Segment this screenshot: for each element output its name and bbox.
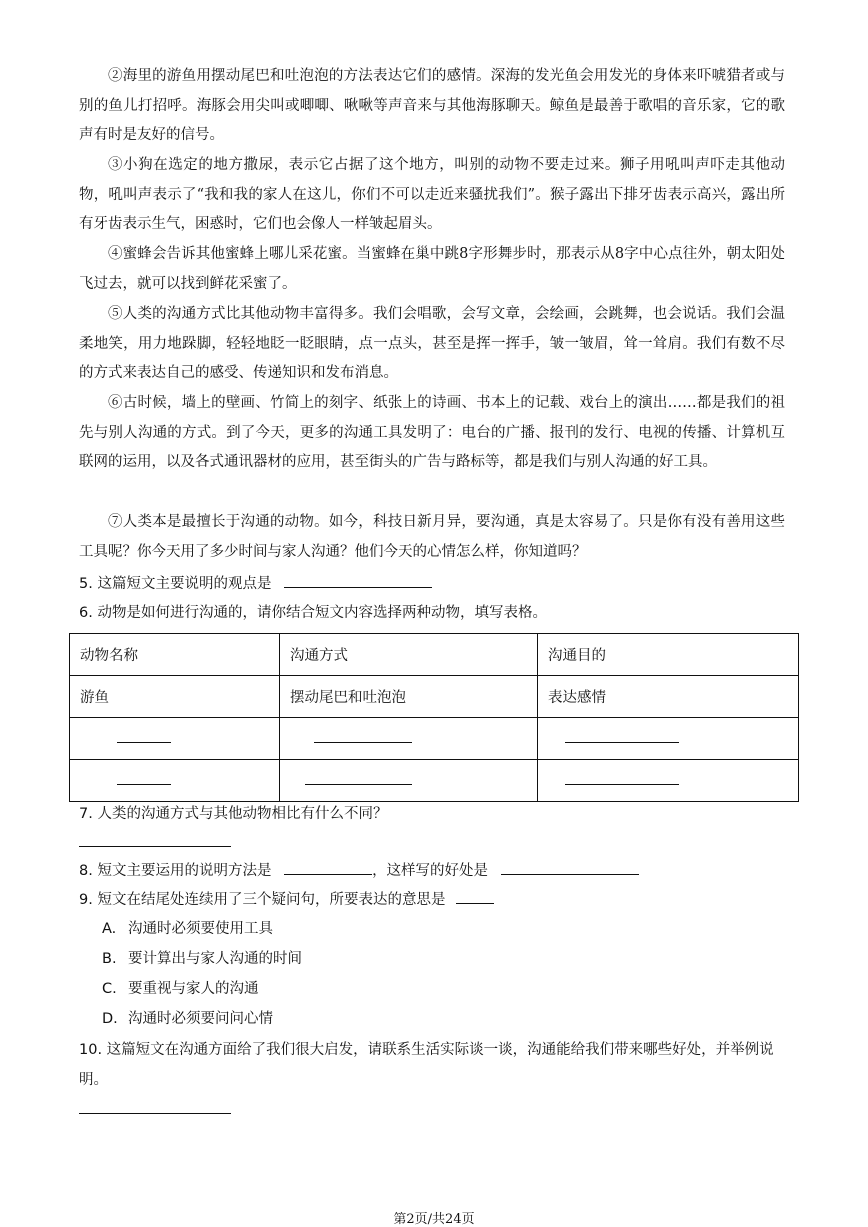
table-row: [70, 760, 799, 802]
question-6: 6. 动物是如何进行沟通的，请你结合短文内容选择两种动物，填写表格。: [79, 605, 547, 621]
answer-blank-purpose-2[interactable]: [565, 772, 679, 785]
option-b-text: 要计算出与家人沟通的时间: [128, 951, 302, 967]
passage-paragraph-6: ⑥古时候，墙上的壁画、竹简上的刻字、纸张上的诗画、书本上的记载、戏台上的演出……都是我们的祖先与别人沟通的方式。到了今天，更多的沟通工具发明了：电台的广播、报刊的发行、电视的传播、计算机互联网的运用，以及各式通讯器材的应用，甚至街头的广告与路标等，都是我们与别人沟通的好工具。: [79, 395, 785, 470]
animal-communication-table: [69, 633, 799, 802]
question-9-text: 9. 短文在结尾处连续用了三个疑问句，所要表达的意思是: [79, 892, 446, 908]
option-a[interactable]: [102, 919, 273, 939]
answer-blank-q8-benefit[interactable]: [501, 860, 639, 875]
table-cell-animal: 游鱼: [70, 676, 280, 718]
option-b-letter: B.: [102, 951, 117, 967]
table-header-row: [70, 634, 799, 676]
question-7: 7. 人类的沟通方式与其他动物相比有什么不同？: [79, 806, 388, 822]
passage-paragraph-3: ③小狗在选定的地方撒尿，表示它占据了这个地方，叫别的动物不要走过来。狮子用吼叫声吓走其他动物，吼叫声表示了“我和我的家人在这儿，你们不可以走近来骚扰我们”。猴子露出下排牙齿表示高兴，露出所有牙齿表示生气，困惑时，它们也会像人一样皱起眉头。: [79, 157, 785, 232]
answer-blank-method-1[interactable]: [314, 730, 412, 743]
table-header-animal: 动物名称: [70, 634, 280, 676]
answer-blank-animal-1[interactable]: [117, 730, 171, 743]
passage-paragraph-7: ⑦人类本是最擅长于沟通的动物。如今，科技日新月异，要沟通，真是太容易了。只是你有没有善用这些工具呢？你今天用了多少时间与家人沟通？他们今天的心情怎么样，你知道吗？: [79, 514, 785, 560]
table-row: [70, 676, 799, 718]
question-8: [79, 860, 639, 881]
answer-blank-method-2[interactable]: [305, 772, 412, 785]
page-footer: 第2页/共24页: [393, 1212, 475, 1227]
answer-blank-purpose-1[interactable]: [565, 730, 679, 743]
answer-line-q7[interactable]: [79, 846, 231, 847]
table-cell-purpose: 表达感情: [538, 676, 799, 718]
option-d-text: 沟通时必须要问问心情: [128, 1011, 273, 1027]
question-8-text-b: ，这样写的好处是: [372, 863, 489, 879]
answer-blank-q5[interactable]: [284, 573, 432, 588]
passage-paragraph-4: ④蜜蜂会告诉其他蜜蜂上哪儿采花蜜。当蜜蜂在巢中跳8字形舞步时，那表示从8字中心点往外，朝太阳处飞过去，就可以找到鲜花采蜜了。: [79, 246, 785, 292]
passage-paragraph-5: ⑤人类的沟通方式比其他动物丰富得多。我们会唱歌，会写文章，会绘画，会跳舞，也会说话。我们会温柔地笑，用力地跺脚，轻轻地眨一眨眼睛，点一点头，甚至是挥一挥手，皱一皱眉，耸一耸肩。我们有数不尽的方式来表达自己的感受、传递知识和发布消息。: [79, 306, 785, 381]
question-9: [79, 889, 494, 910]
question-10: 10. 这篇短文在沟通方面给了我们很大启发，请联系生活实际谈一谈，沟通能给我们带来哪些好处，并举例说明。: [79, 1042, 774, 1088]
option-d[interactable]: [102, 1009, 273, 1029]
option-b[interactable]: [102, 949, 302, 969]
table-cell-method: 摆动尾巴和吐泡泡: [280, 676, 538, 718]
passage-paragraph-2: ②海里的游鱼用摆动尾巴和吐泡泡的方法表达它们的感情。深海的发光鱼会用发光的身体来吓唬猎者或与别的鱼儿打招呼。海豚会用尖叫或唧唧、啾啾等声音来与其他海豚聊天。鲸鱼是最善于歌唱的音乐家，它的歌声有时是友好的信号。: [79, 68, 785, 143]
answer-line-q10[interactable]: [79, 1113, 231, 1114]
answer-blank-q8-method[interactable]: [284, 860, 372, 875]
option-a-letter: A.: [102, 921, 117, 937]
table-header-purpose: 沟通目的: [538, 634, 799, 676]
option-c-text: 要重视与家人的沟通: [128, 981, 259, 997]
option-d-letter: D.: [102, 1011, 118, 1027]
answer-blank-q9[interactable]: [456, 889, 494, 904]
question-8-text-a: 8. 短文主要运用的说明方法是: [79, 863, 272, 879]
option-c[interactable]: [102, 979, 259, 999]
option-a-text: 沟通时必须要使用工具: [128, 921, 273, 937]
table-header-method: 沟通方式: [280, 634, 538, 676]
answer-blank-animal-2[interactable]: [117, 772, 171, 785]
question-5: [79, 573, 432, 594]
table-row: [70, 718, 799, 760]
question-5-text: 5. 这篇短文主要说明的观点是: [79, 576, 272, 592]
option-c-letter: C.: [102, 981, 117, 997]
